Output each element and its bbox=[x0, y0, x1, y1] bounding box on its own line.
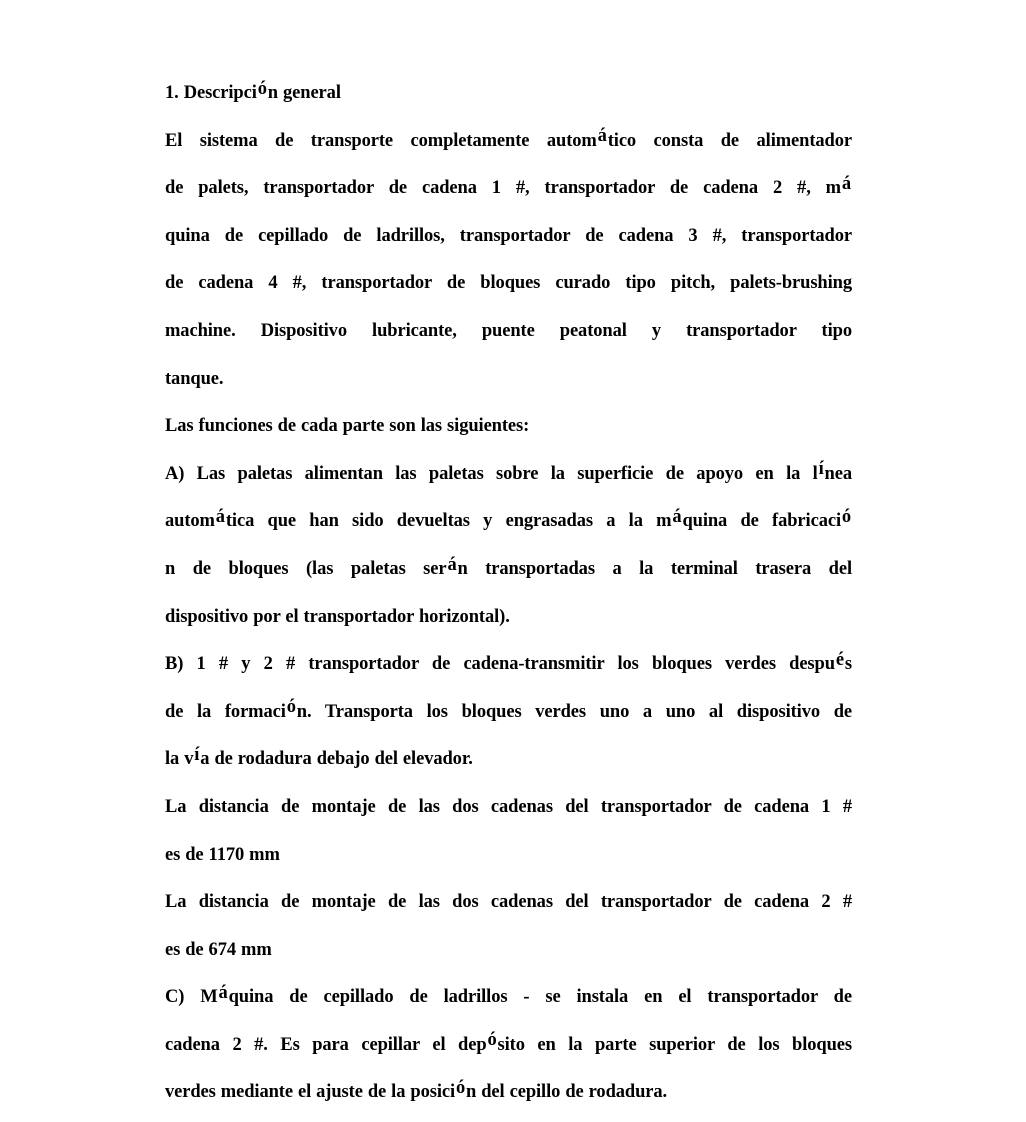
text-line: automática que han sido devueltas y engrasadas a la máquina de fabricació bbox=[165, 506, 852, 532]
text-line: 1. Descripción general bbox=[165, 78, 341, 103]
text-line: cadena 2 #. Es para cepillar el depósito en la parte superior de los bloques bbox=[165, 1030, 852, 1055]
text-line: quina de cepillado de ladrillos, transportador de cadena 3 #, transportador bbox=[165, 225, 852, 246]
text-line: dispositivo por el transportador horizontal). bbox=[165, 606, 510, 627]
text-line: de la formación. Transporta los bloques verdes uno a uno al dispositivo de bbox=[165, 697, 852, 722]
document-text-block bbox=[165, 70, 852, 1117]
text-line: tanque. bbox=[165, 368, 224, 389]
text-line: La distancia de montaje de las dos cadenas del transportador de cadena 2 # bbox=[165, 892, 852, 913]
text-line: C) Máquina de cepillado de ladrillos - se instala en el transportador de bbox=[165, 982, 852, 1008]
text-line: La distancia de montaje de las dos cadenas del transportador de cadena 1 # bbox=[165, 796, 852, 817]
text-line: machine. Dispositivo lubricante, puente peatonal y transportador tipo bbox=[165, 320, 852, 341]
text-line: El sistema de transporte completamente automático consta de alimentador bbox=[165, 126, 853, 151]
text-line: verdes mediante el ajuste de la posición del cepillo de rodadura. bbox=[165, 1078, 668, 1103]
text-line: A) Las paletas alimentan las paletas sobre la superficie de apoyo en la línea bbox=[165, 459, 852, 484]
text-line: es de 1170 mm bbox=[165, 844, 280, 865]
text-line: Las funciones de cada parte son las siguientes: bbox=[165, 416, 530, 437]
text-line: de cadena 4 #, transportador de bloques curado tipo pitch, palets-brushing bbox=[165, 273, 852, 294]
text-line: de palets, transportador de cadena 1 #, transportador de cadena 2 #, má bbox=[165, 173, 852, 199]
text-line: n de bloques (las paletas serán transportadas a la terminal trasera del bbox=[165, 554, 852, 579]
text-line: es de 674 mm bbox=[165, 939, 272, 960]
text-line: la vía de rodadura debajo del elevador. bbox=[165, 744, 473, 770]
text-line: B) 1 # y 2 # transportador de cadena-transmitir los bloques verdes después bbox=[165, 649, 852, 675]
